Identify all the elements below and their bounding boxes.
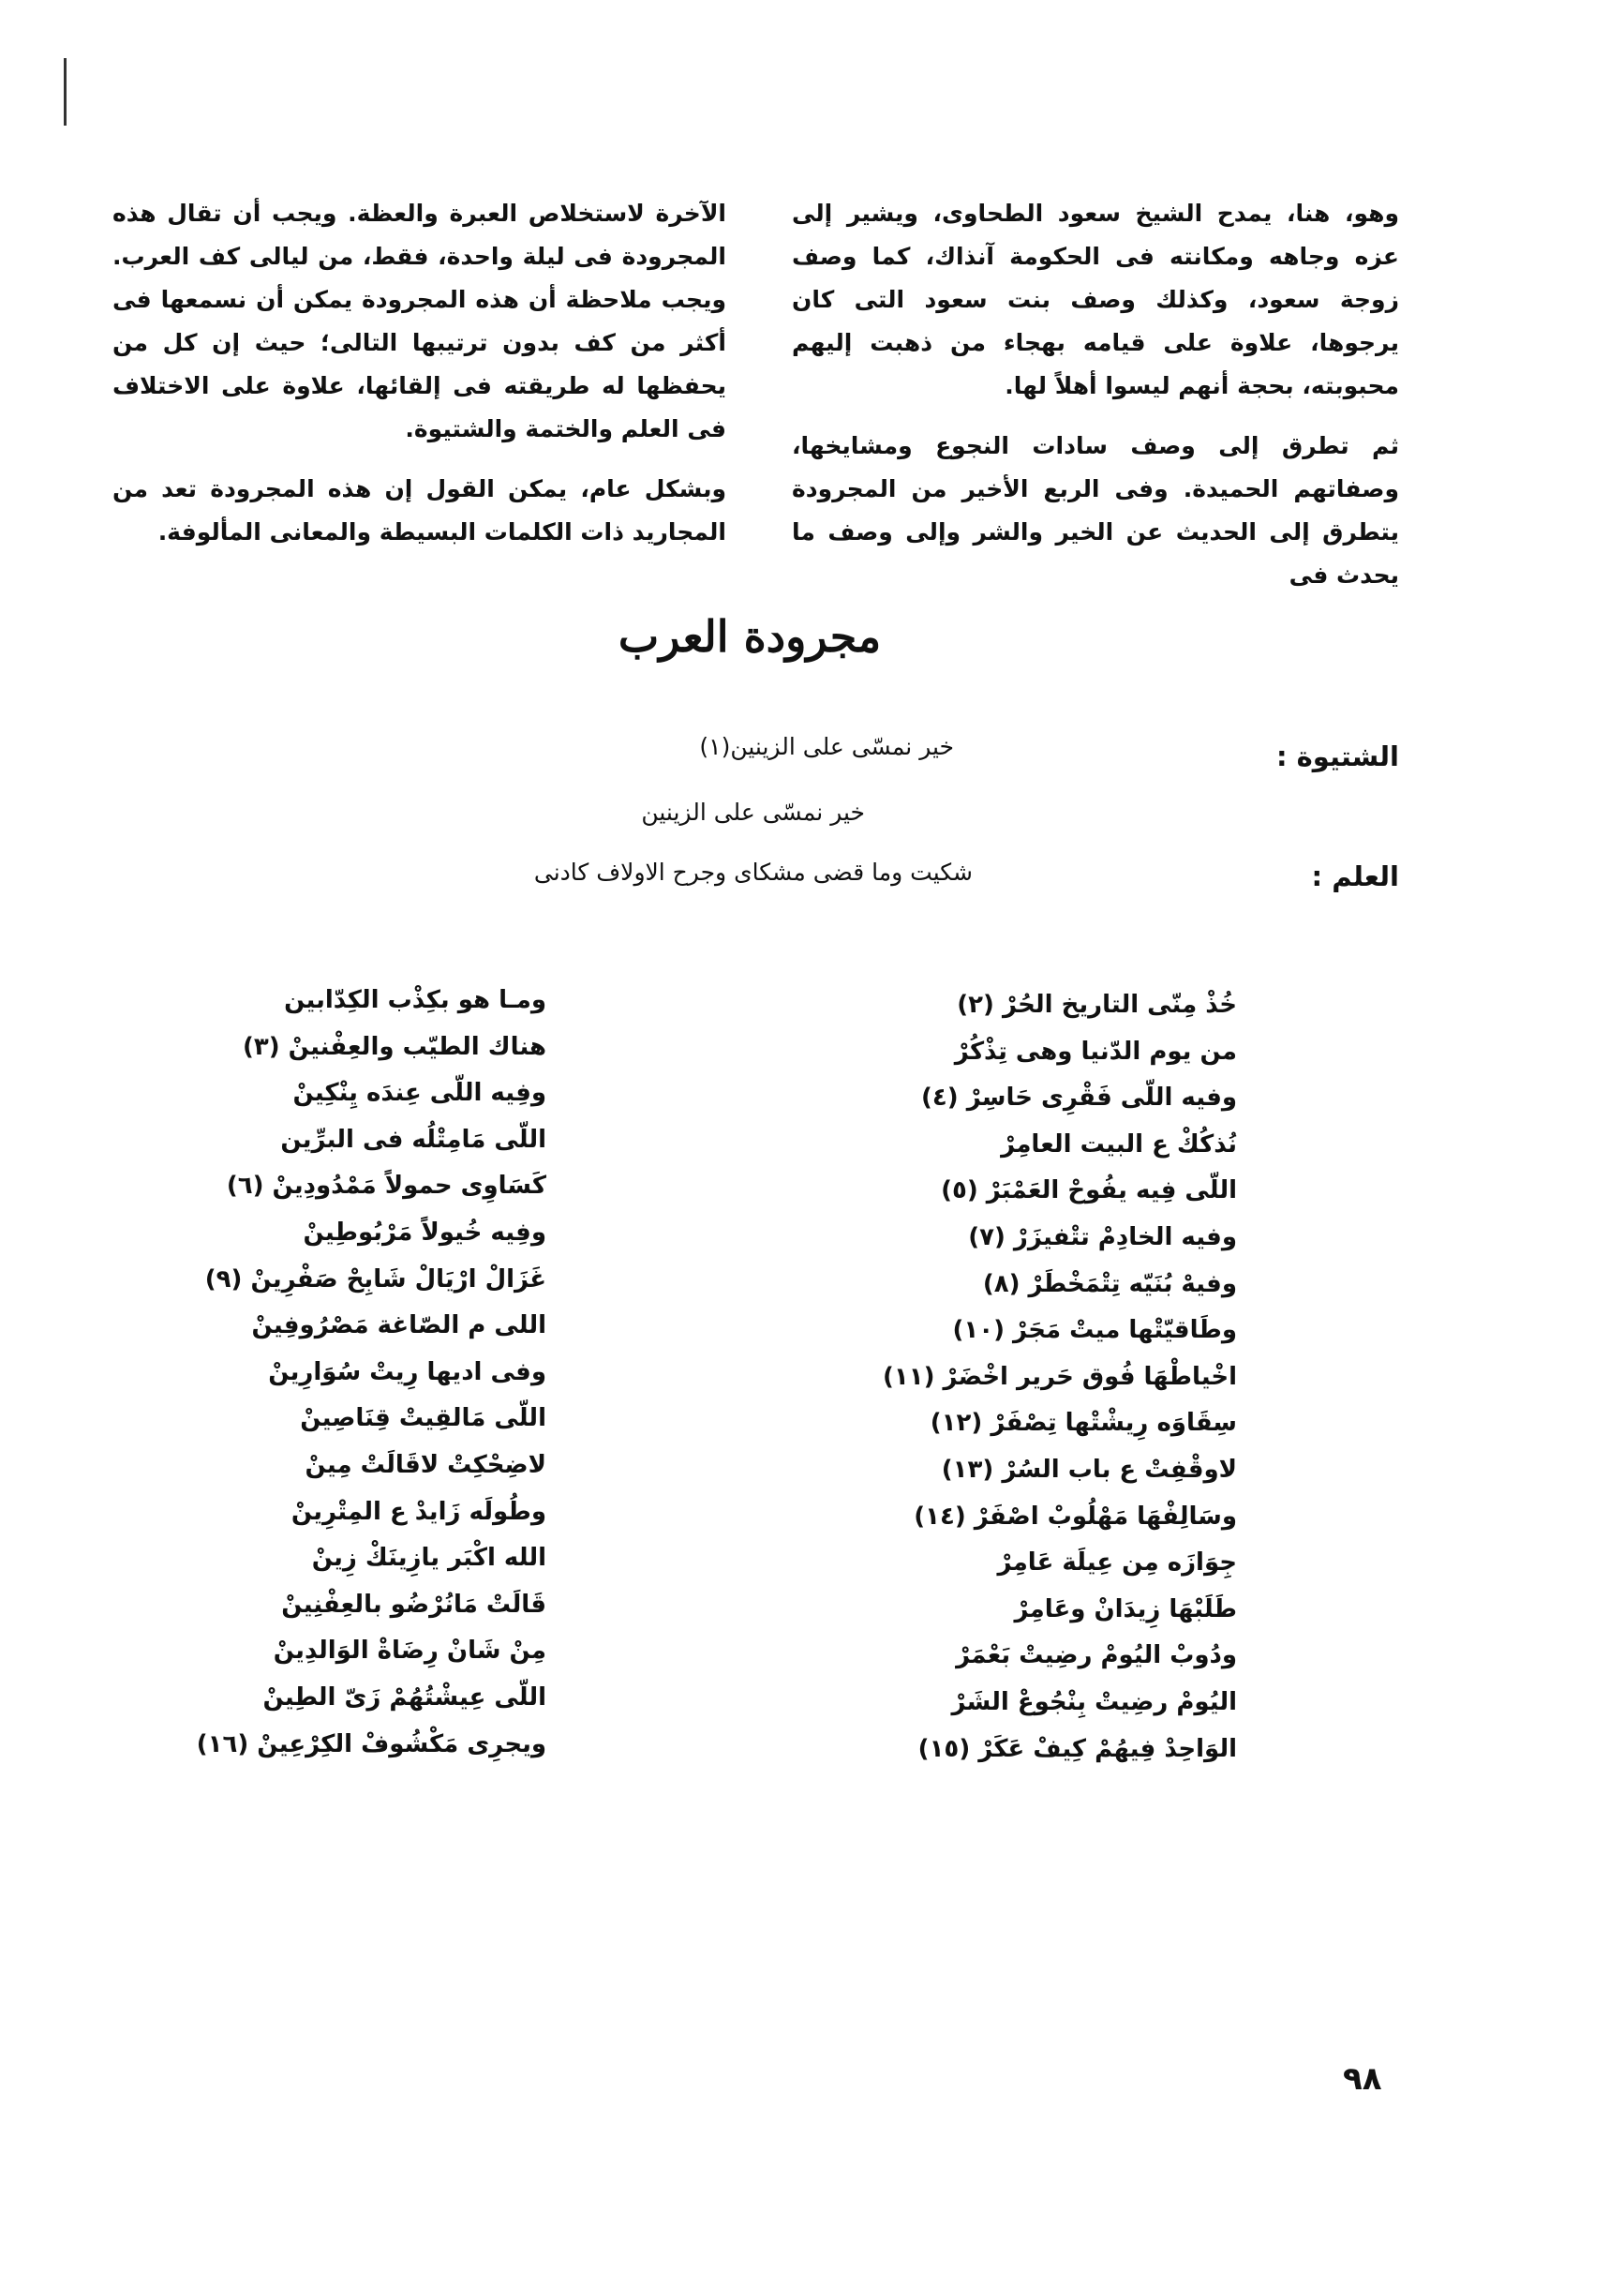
verse-line: كَسَاوِى حمولاً مَمْدُودِينْ (٦) bbox=[226, 1172, 546, 1201]
verses-right-column bbox=[883, 982, 1237, 1772]
page-number: ٩٨ bbox=[1343, 2060, 1382, 2098]
verse-line: وطُولَه زَايدْ ع المِتْرِينْ bbox=[291, 1497, 546, 1526]
verses-left-column bbox=[197, 978, 546, 1768]
verse-line: اللى م الصّاغة مَصْرُوفِينْ bbox=[251, 1311, 546, 1340]
verse-line: الوَاحِدْ فِيهُمْ كِيفْ عَكَرْ (١٥) bbox=[917, 1734, 1237, 1763]
verse-line: جِوَازَه مِن عِيلَة عَامِرْ bbox=[997, 1548, 1237, 1578]
verse-line: طَلَبْهَا زِيدَانْ وعَامِرْ bbox=[1014, 1594, 1237, 1623]
shtiwa-line-1: خير نمسّى على الزينين(١) bbox=[699, 733, 954, 760]
verse-line: وفيه الخادِمْ تتْفيزَرْ (٧) bbox=[968, 1222, 1237, 1251]
verse-line: ومـا هو بكِذْب الكِدّابين bbox=[284, 986, 546, 1014]
shtiwa-label: الشتيوة : bbox=[1275, 740, 1399, 772]
verse-line: لاضِحْكِتْ لاقَالَتْ مِينْ bbox=[305, 1450, 546, 1479]
verse-line: مِنْ شَانْ رِضَاةْ الوَالدِينْ bbox=[273, 1637, 546, 1666]
verse-line: قَالَتْ مَانُرْضُو بالعِفْنِينْ bbox=[281, 1590, 546, 1619]
verse-line: اخْياطْهَا فُوق حَرير اخْضَرْ (١١) bbox=[882, 1362, 1237, 1391]
verse-line: وفِيه خُيولاً مَرْبُوطِينْ bbox=[303, 1218, 546, 1247]
paragraph: وهو، هنا، يمدح الشيخ سعود الطحاوى، ويشير إلى عزه وجاهه ومكانته فى الحكومة آنذاك، كما وصف زوجة سعود، وكذلك وصف بنت سعود التى كان يرجوها، علاوة على قيامه بهجاء من ذهبت إليهم محبوبته، بحجة أنهم ليسوا أهلاً لها. bbox=[792, 200, 1399, 399]
alam-label: العلم : bbox=[1311, 860, 1399, 892]
verse-line: وطَاقيّتْها ميتْ مَجَرْ (١٠) bbox=[952, 1316, 1237, 1345]
verse-line: وفيه اللّى فَقْرِى حَاسِرْ (٤) bbox=[921, 1084, 1237, 1113]
verse-line: الله اكْبَر يازِينَكْ زِينْ bbox=[311, 1544, 546, 1573]
paragraph: وبشكل عام، يمكن القول إن هذه المجرودة تعد من المجاريد ذات الكلمات البسيطة والمعانى المألوفة. bbox=[112, 475, 726, 546]
verse-line: نُذكُكْ ع البيت العامِرْ bbox=[1001, 1129, 1237, 1159]
paragraph: ثم تطرق إلى وصف سادات النجوع ومشايخها، وصفاتهم الحميدة. وفى الربع الأخير من المجرودة يتطرق إلى الحديث عن الخير والشر وإلى وصف ما يحدث فى bbox=[792, 432, 1399, 589]
verse-line: وسَالِفْهَا مَهْلُوبْ اصْفَرْ (١٤) bbox=[914, 1502, 1237, 1531]
verse-line: ودُوبْ اليُومْ رضِيتْ بَعْمَرْ bbox=[956, 1641, 1237, 1670]
verse-line: ويجرِى مَكْشُوفْ الكِرْعِينْ (١٦) bbox=[196, 1729, 546, 1758]
prose-column-right bbox=[792, 192, 1399, 614]
verse-line: من يوم الدّنيا وهى تِذْكُرْ bbox=[954, 1037, 1237, 1066]
verse-line: سِقَاوَه رِيشْتْها تِصْفَرْ (١٢) bbox=[930, 1409, 1237, 1438]
verse-line: لاوقْفِتْ ع باب السُرْ (١٣) bbox=[941, 1455, 1237, 1484]
margin-line bbox=[64, 58, 67, 126]
verse-line: وفِيه اللّى عِندَه يِنْكِينْ bbox=[292, 1079, 546, 1108]
paragraph: الآخرة لاستخلاص العبرة والعظة. ويجب أن تقال هذه المجرودة فى ليلة واحدة، فقط، من ليالى كف العرب. ويجب ملاحظة أن هذه المجرودة يمكن أن نسمعها فى أكثر من كف بدون ترتيبها التالى؛ حيث إن كل من يحفظها له طريقته فى إلقائها، علاوة على الاختلاف فى العلم والختمة والشتيوة. bbox=[112, 200, 726, 442]
verse-line: اللّى فِيه يفُوحْ العَمْبَرْ (٥) bbox=[941, 1176, 1237, 1205]
verse-line: اللّى مَالقِيتْ قِنَاصِينْ bbox=[300, 1404, 546, 1433]
verse-line: وفى اديها رِيتْ سُوَارِينْ bbox=[268, 1357, 546, 1386]
verse-line: وفيهْ بُنَيّه تِتْمَخْطَرْ (٨) bbox=[982, 1269, 1237, 1298]
prose-column-left bbox=[112, 192, 726, 571]
verse-line: هناك الطيّب والعِفْنينْ (٣) bbox=[242, 1032, 546, 1061]
verse-line: خُذْ مِنّى التاريخ الحُرْ (٢) bbox=[957, 991, 1237, 1019]
poem-title: مجرودة العرب bbox=[618, 611, 882, 662]
verse-line: اليُومْ رضِيتْ بِنْجُوعْ الشَرْ bbox=[951, 1687, 1237, 1716]
verse-line: غَزَالْ ارْيَالْ شَابِحْ صَفْرِينْ (٩) bbox=[204, 1264, 546, 1294]
verse-line: اللّى عِيشْتُهُمْ زَىّ الطِينْ bbox=[262, 1682, 546, 1712]
alam-line: شكيت وما قضى مشكاى وجرح الاولاف كادنى bbox=[533, 859, 973, 886]
shtiwa-line-2: خير نمسّى على الزينين bbox=[641, 799, 865, 826]
verse-line: اللّى مَامِتْلُه فى البرِّين bbox=[280, 1125, 546, 1154]
